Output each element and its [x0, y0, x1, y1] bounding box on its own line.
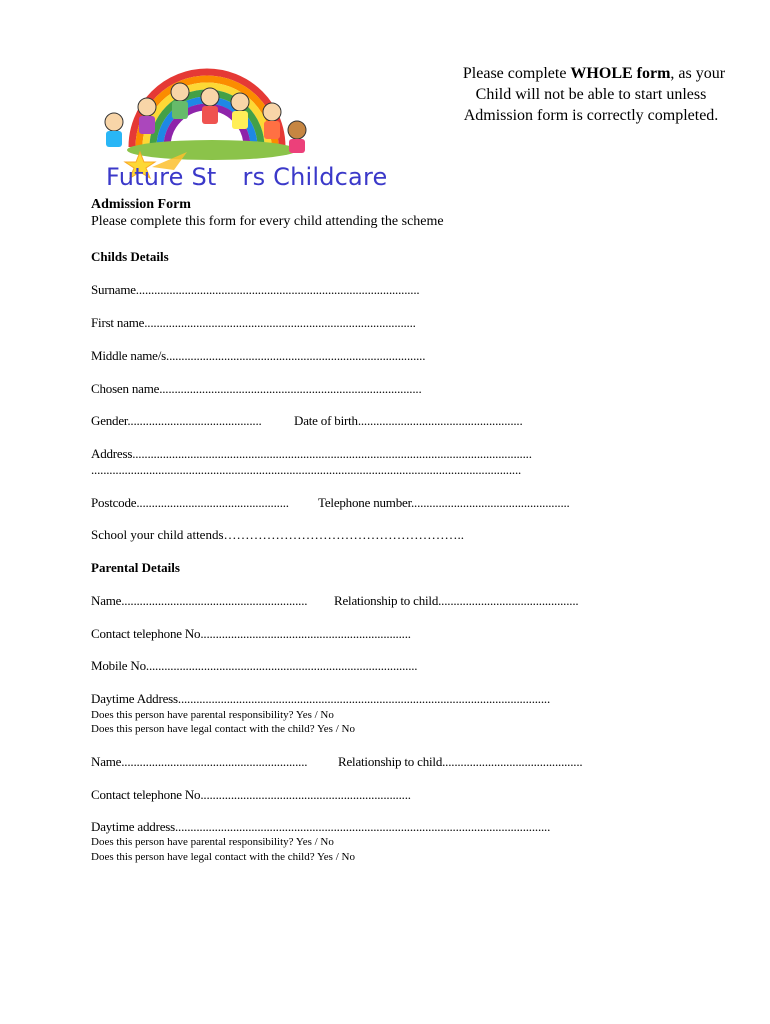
notice-line-3: Admission form is correctly completed.: [463, 107, 719, 124]
school-field[interactable]: School your child attends………………………………………………..: [91, 527, 465, 542]
parent2-parental-responsibility-question[interactable]: Does this person have parental responsibility? Yes / No: [91, 836, 334, 848]
first-name-field[interactable]: First name.........................................................................................: [91, 315, 416, 330]
parent2-name-field[interactable]: Name.............................................................: [91, 754, 308, 769]
parent1-name-field[interactable]: Name.............................................................: [91, 593, 308, 608]
childs-details-heading: Childs Details: [91, 249, 169, 264]
date-of-birth-field[interactable]: Date of birth......................................................: [294, 413, 523, 428]
brand-prefix: Future St: [106, 163, 217, 191]
notice-line-2: Child will not be able to start unless: [475, 86, 707, 103]
parent1-daytime-address-field[interactable]: Daytime Address..........................................................................................................................: [91, 691, 551, 706]
chosen-name-field[interactable]: Chosen name......................................................................................: [91, 381, 422, 396]
surname-field[interactable]: Surname.............................................................................................: [91, 282, 420, 297]
parent2-relationship-field[interactable]: Relationship to child..............................................: [338, 754, 583, 769]
postcode-field[interactable]: Postcode..................................................: [91, 495, 289, 510]
address-field-line-2[interactable]: .............................................................................................................................................: [91, 462, 522, 477]
form-subtitle: Please complete this form for every child attending the scheme: [91, 214, 444, 229]
gender-field[interactable]: Gender............................................: [91, 413, 262, 428]
parent1-parental-responsibility-question[interactable]: Does this person have parental responsibility? Yes / No: [91, 709, 334, 721]
brand-name: [106, 163, 387, 191]
notice-emphasis: WHOLE form: [570, 65, 671, 82]
form-content: [91, 196, 731, 863]
parent2-contact-telephone-field[interactable]: Contact telephone No.....................................................................: [91, 787, 411, 802]
parent2-legal-contact-question[interactable]: Does this person have legal contact with the child? Yes / No: [91, 851, 355, 863]
form-title: Admission Form: [91, 197, 191, 212]
parent1-legal-contact-question[interactable]: Does this person have legal contact with the child? Yes / No: [91, 723, 355, 735]
parent2-daytime-address-field[interactable]: Daytime address...........................................................................................................................: [91, 819, 551, 834]
address-field-line-1[interactable]: Address...................................................................................................................................: [91, 446, 532, 461]
parent1-contact-telephone-field[interactable]: Contact telephone No.....................................................................: [91, 626, 411, 641]
parent1-mobile-field[interactable]: Mobile No.........................................................................................: [91, 658, 418, 673]
notice-line-1: Please complete WHOLE form, as your: [462, 65, 726, 82]
brand-suffix: rs Childcare: [242, 163, 388, 191]
middle-names-field[interactable]: Middle name/s.....................................................................................: [91, 348, 426, 363]
parent1-relationship-field[interactable]: Relationship to child..............................................: [334, 593, 579, 608]
completion-notice: [436, 63, 746, 126]
telephone-number-field[interactable]: Telephone number....................................................: [318, 495, 570, 510]
parental-details-heading: Parental Details: [91, 560, 180, 575]
